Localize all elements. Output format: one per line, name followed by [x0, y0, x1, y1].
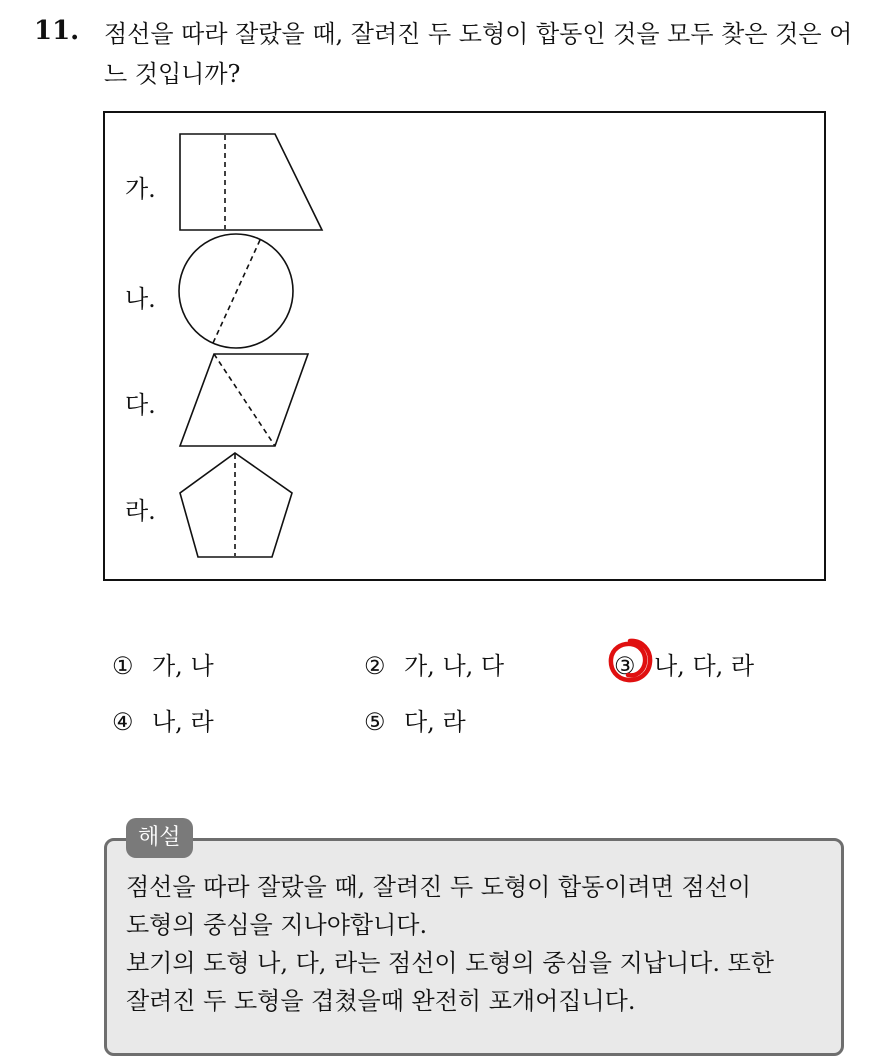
choice-2-number: ②: [364, 652, 386, 680]
choice-4[interactable]: [112, 702, 214, 737]
trapezoid-shape: [180, 134, 322, 230]
circle-cut-line: [213, 240, 260, 343]
choice-5-number: ⑤: [364, 708, 386, 736]
figures-drawing: [105, 113, 824, 579]
explanation-line-4: 잘려진 두 도형을 겹쳤을때 완전히 포개어집니다.: [126, 987, 636, 1015]
figure-label-na: 나.: [125, 285, 156, 313]
choice-3-text: 나, 다, 라: [654, 652, 755, 680]
question-number: 11.: [34, 16, 80, 46]
choice-1-number: ①: [112, 652, 134, 680]
explanation-text: [126, 868, 838, 1020]
choice-2-text: 가, 나, 다: [404, 652, 505, 680]
explanation-line-1: 점선을 따라 잘랐을 때, 잘려진 두 도형이 합동이려면 점선이: [126, 873, 752, 901]
explanation-label: 해설: [126, 818, 193, 858]
figure-box: [103, 111, 826, 581]
choice-1-text: 가, 나: [152, 652, 214, 680]
choice-4-text: 나, 라: [152, 708, 214, 736]
explanation-line-3: 보기의 도형 나, 다, 라는 점선이 도형의 중심을 지납니다. 또한: [126, 949, 774, 977]
figure-label-ra: 라.: [125, 497, 156, 525]
explanation-line-2: 도형의 중심을 지나야합니다.: [126, 911, 428, 939]
choice-1[interactable]: [112, 646, 214, 681]
choice-2[interactable]: [364, 646, 504, 681]
choice-4-number: ④: [112, 708, 134, 736]
parallelogram-cut-line: [214, 354, 275, 446]
answer-circle-mark: [604, 635, 656, 687]
choice-5-text: 다, 라: [404, 708, 466, 736]
choice-3-number: ③: [614, 652, 636, 680]
choice-5[interactable]: [364, 702, 466, 737]
figure-label-da: 다.: [125, 391, 156, 419]
question-text: 점선을 따라 잘랐을 때, 잘려진 두 도형이 합동인 것을 모두 찾은 것은 어느 것입니까?: [104, 20, 853, 88]
pentagon-shape: [180, 453, 292, 557]
figure-label-ga: 가.: [125, 175, 156, 203]
